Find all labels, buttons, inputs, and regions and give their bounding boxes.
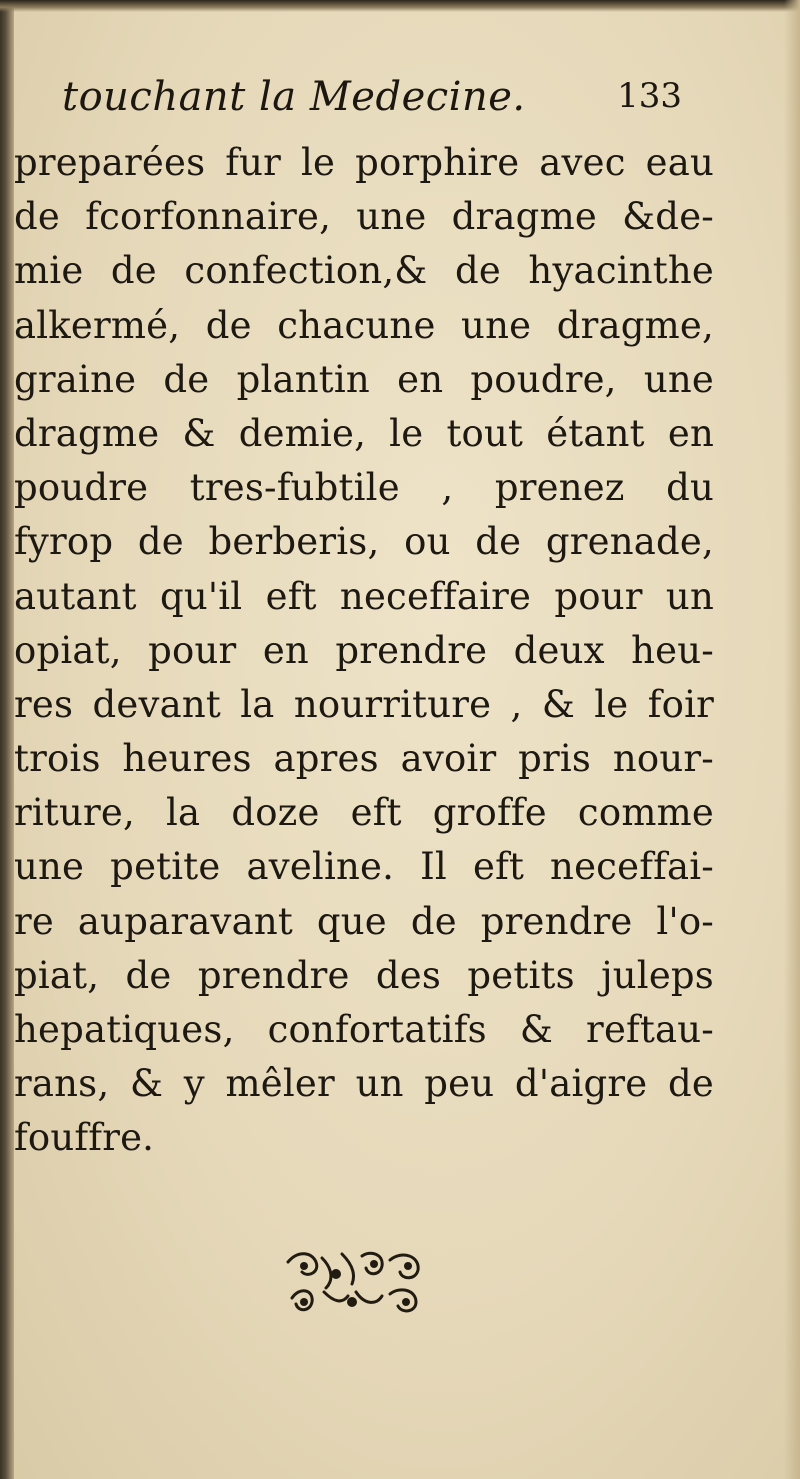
text-line: fouffre.: [14, 1116, 155, 1160]
page-right-edge: [784, 0, 800, 1479]
text-line: poudre tres-fubtile , prenez du: [14, 466, 714, 510]
book-binding-edge: [0, 0, 14, 1479]
running-title: touchant la Medecine.: [62, 74, 526, 120]
page-top-edge: [0, 0, 800, 12]
text-line: graine de plantin en poudre, une: [14, 357, 714, 401]
text-line: dragme & demie, le tout étant en: [14, 411, 714, 455]
text-line: une petite aveline. Il eft neceffai-: [14, 845, 714, 889]
text-line: rans, & y mêler un peu d'aigre de: [14, 1062, 714, 1106]
text-line: mie de confection,& de hyacinthe: [14, 249, 714, 293]
text-line: res devant la nourriture , & le foir: [14, 682, 714, 726]
text-line: re auparavant que de prendre l'o-: [14, 899, 714, 943]
text-line: opiat, pour en prendre deux heu-: [14, 628, 714, 672]
text-line: piat, de prendre des petits juleps: [14, 953, 714, 997]
text-line: hepatiques, confortatifs & reftau-: [14, 1008, 714, 1051]
text-line: trois heures apres avoir pris nour-: [14, 737, 714, 781]
text-line: riture, la doze eft groffe comme: [14, 791, 714, 835]
text-line: fyrop de berberis, ou de grenade,: [14, 520, 714, 564]
printers-ornament-icon: [282, 1248, 428, 1318]
body-text: [14, 136, 714, 1166]
text-line: preparées fur le porphire avec eau: [14, 141, 714, 184]
text-line: de fcorfonnaire, une dragme &de-: [14, 195, 714, 239]
text-line: autant qu'il eft neceffaire pour un: [14, 574, 714, 618]
text-line: alkermé, de chacune une dragme,: [14, 303, 714, 347]
page-number: 133: [617, 76, 682, 116]
page-header: [62, 74, 682, 134]
